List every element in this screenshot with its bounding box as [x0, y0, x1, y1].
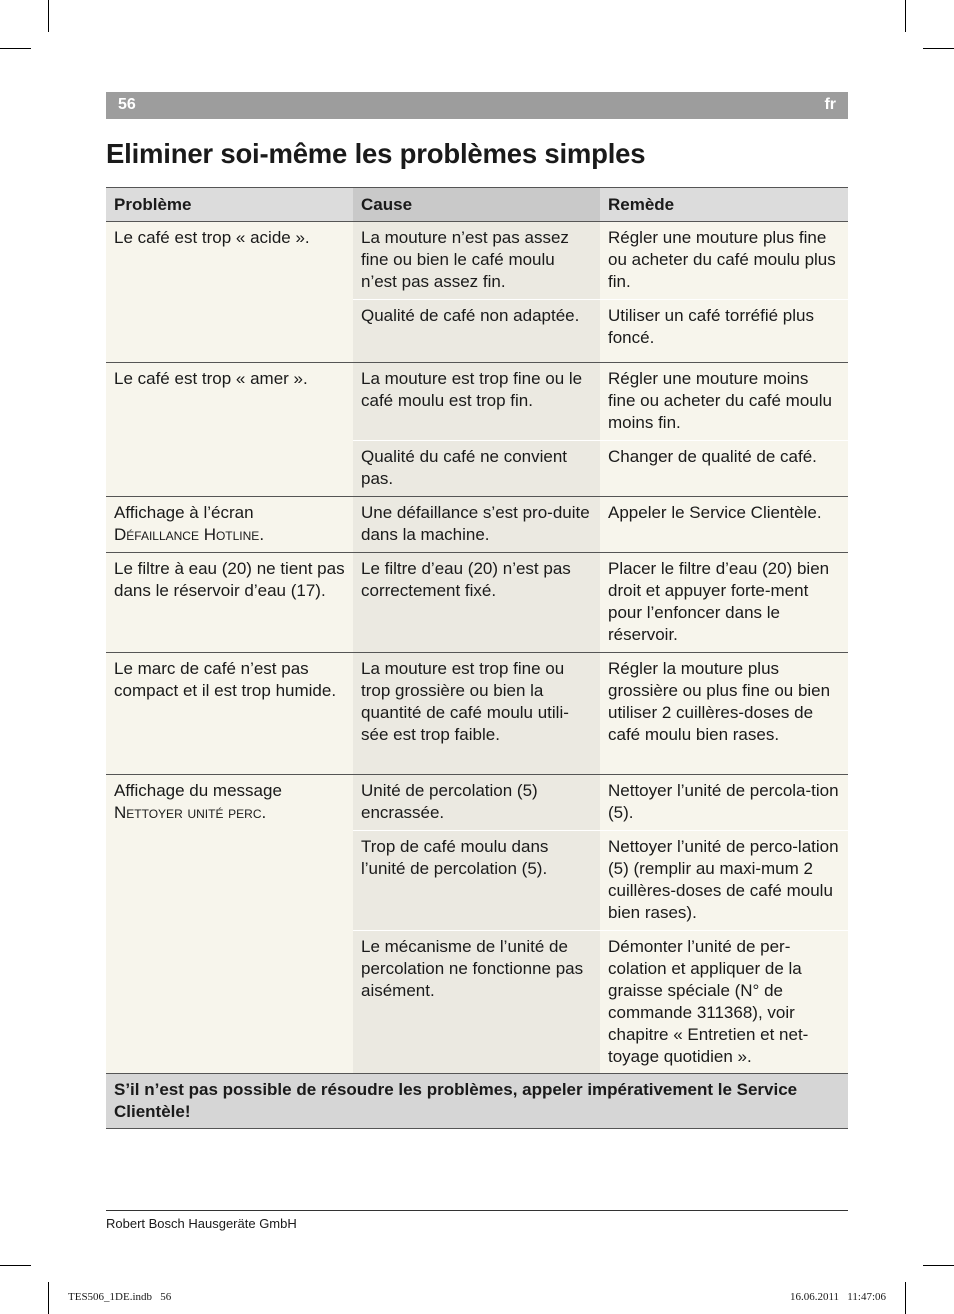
table-row: [106, 553, 848, 653]
page-number: 56: [118, 96, 136, 113]
troubleshooting-table: [106, 187, 848, 1075]
table-row: [106, 775, 848, 831]
table-header-row: [106, 188, 848, 222]
display-message: Nettoyer unité perc.: [114, 803, 267, 822]
problem-cell: [106, 553, 353, 653]
table-row: [106, 497, 848, 553]
service-notice: S’il n’est pas possible de résoudre les problèmes, appeler impérativement le Service Clientèle!: [106, 1073, 848, 1129]
crop-mark: [923, 48, 954, 49]
problem-cell: [106, 363, 353, 497]
display-message: Défaillance Hotline.: [114, 525, 265, 544]
cause-cell: La mouture est trop fine ou trop grossière ou bien la quantité de café moulu utili-sée est trop faible.: [353, 653, 600, 775]
cause-cell: Unité de percolation (5) encrassée.: [353, 775, 600, 831]
footer-company: Robert Bosch Hausgeräte GmbH: [106, 1216, 297, 1231]
remedy-cell: Démonter l’unité de per-colation et appliquer de la graisse spéciale (N° de commande 311368), voir chapitre « Entretien et net-toyage quotidien ».: [600, 931, 848, 1075]
problem-text: Le café est trop « acide ».: [114, 228, 310, 247]
header-remedy: Remède: [600, 188, 848, 222]
cause-cell: La mouture est trop fine ou le café moulu est trop fin.: [353, 363, 600, 441]
problem-cell: [106, 222, 353, 363]
remedy-cell: Utiliser un café torréfié plus foncé.: [600, 300, 848, 363]
problem-text: Le filtre à eau (20) ne tient pas dans le réservoir d’eau (17).: [114, 559, 345, 600]
remedy-cell: Régler une mouture plus fine ou acheter du café moulu plus fin.: [600, 222, 848, 300]
crop-mark: [0, 1265, 31, 1266]
cause-cell: Qualité du café ne convient pas.: [353, 441, 600, 497]
header-cause: Cause: [353, 188, 600, 222]
cause-cell: Une défaillance s’est pro-duite dans la machine.: [353, 497, 600, 553]
crop-mark: [48, 0, 49, 32]
crop-mark: [48, 1282, 49, 1314]
remedy-cell: Régler une mouture moins fine ou acheter du café moulu moins fin.: [600, 363, 848, 441]
cause-cell: Trop de café moulu dans l’unité de percolation (5).: [353, 831, 600, 931]
table-row: [106, 222, 848, 300]
cause-cell: La mouture n’est pas assez fine ou bien le café moulu n’est pas assez fin.: [353, 222, 600, 300]
crop-mark: [0, 48, 31, 49]
problem-cell: [106, 497, 353, 553]
remedy-cell: Appeler le Service Clientèle.: [600, 497, 848, 553]
remedy-cell: Régler la mouture plus grossière ou plus fine ou bien utiliser 2 cuillères-doses de café moulu bien rases.: [600, 653, 848, 775]
problem-text: Le marc de café n’est pas compact et il est trop humide.: [114, 659, 337, 700]
crop-mark: [923, 1265, 954, 1266]
crop-mark: [905, 1282, 906, 1314]
problem-cell: [106, 775, 353, 1075]
language-code: fr: [824, 96, 836, 113]
problem-cell: [106, 653, 353, 775]
crop-mark: [905, 0, 906, 32]
header-problem: Problème: [106, 188, 353, 222]
footer-divider: [106, 1210, 848, 1211]
cause-cell: Le mécanisme de l’unité de percolation ne fonctionne pas aisément.: [353, 931, 600, 1075]
problem-text: Affichage du message: [114, 781, 282, 800]
page-title: Eliminer soi-même les problèmes simples: [106, 138, 646, 169]
table-row: [106, 363, 848, 441]
remedy-cell: Placer le filtre d’eau (20) bien droit et appuyer forte-ment pour l’enfoncer dans le réservoir.: [600, 553, 848, 653]
cause-cell: Le filtre d’eau (20) n’est pas correctement fixé.: [353, 553, 600, 653]
print-slug-timestamp: 16.06.2011 11:47:06: [789, 1291, 886, 1303]
problem-text: Affichage à l’écran: [114, 503, 254, 522]
print-slug-file: TES506_1DE.indb 56: [68, 1291, 172, 1303]
problem-text: Le café est trop « amer ».: [114, 369, 308, 388]
remedy-cell: Changer de qualité de café.: [600, 441, 848, 497]
page-header-bar: [106, 92, 848, 119]
remedy-cell: Nettoyer l’unité de percola-tion (5).: [600, 775, 848, 831]
cause-cell: Qualité de café non adaptée.: [353, 300, 600, 363]
remedy-cell: Nettoyer l’unité de perco-lation (5) (remplir au maxi-mum 2 cuillères-doses de café moulu bien rases).: [600, 831, 848, 931]
table-row: [106, 653, 848, 775]
